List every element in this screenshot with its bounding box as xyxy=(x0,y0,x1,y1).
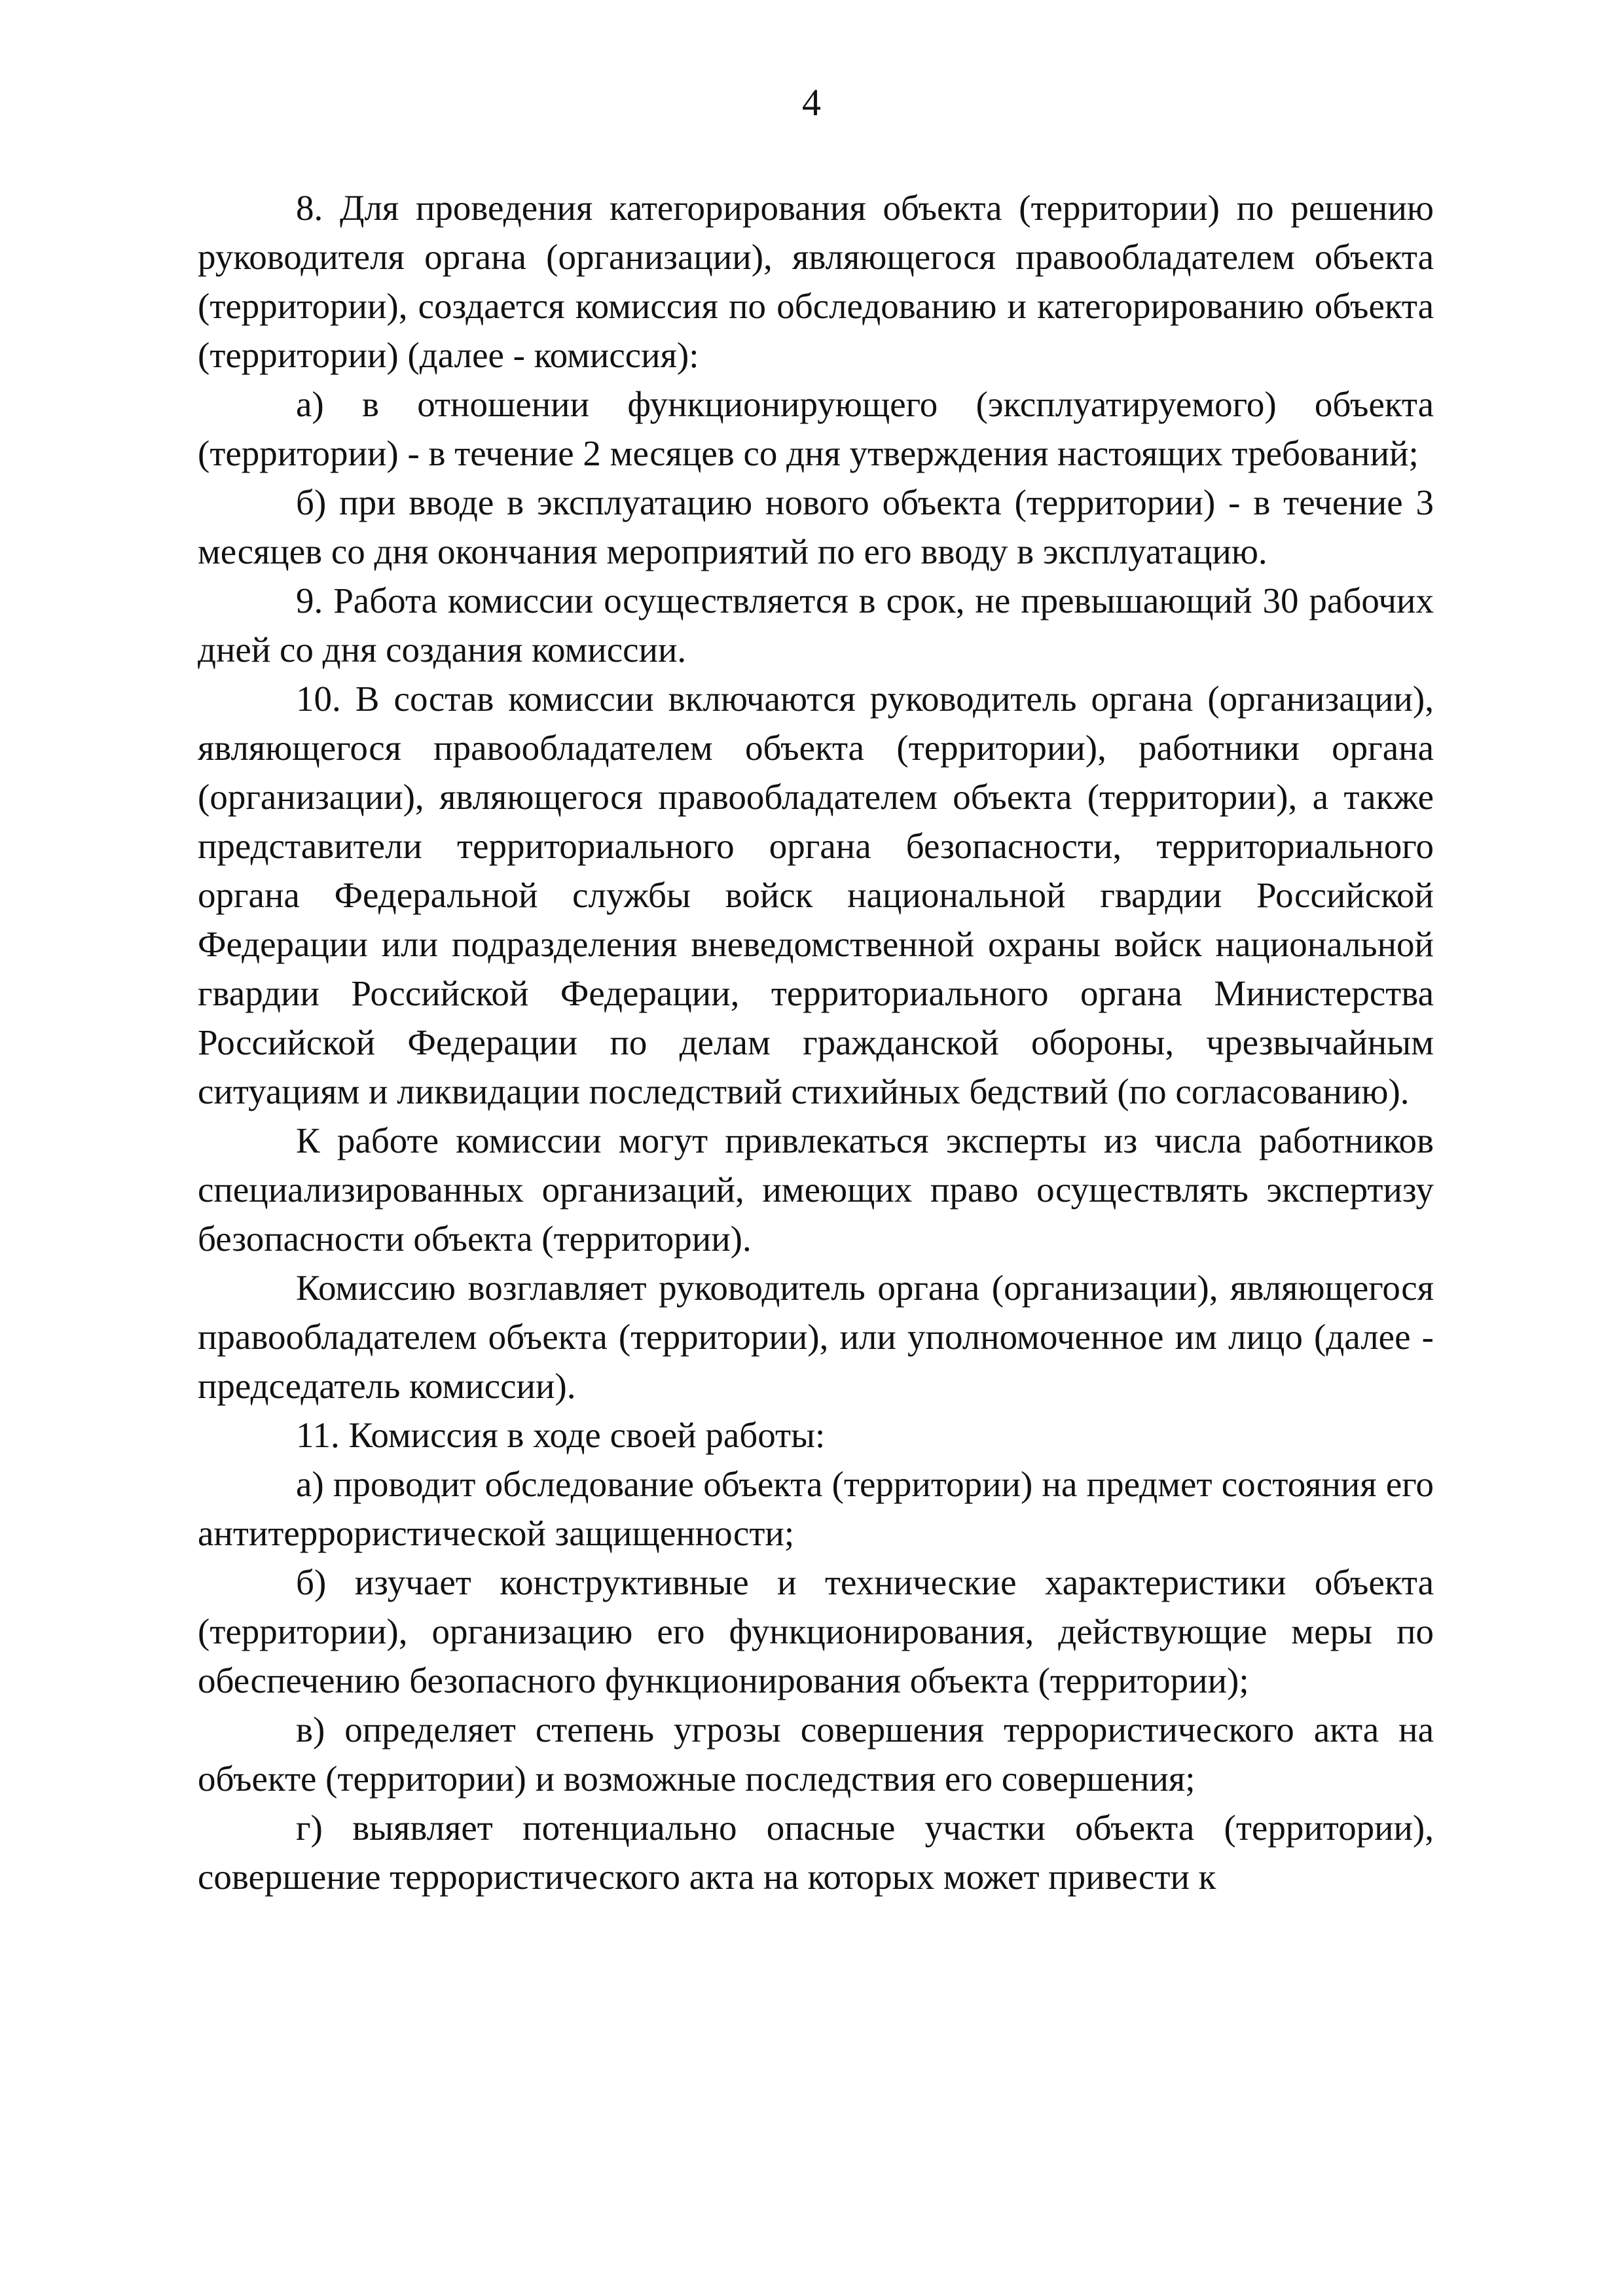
paragraph-11a: а) проводит обследование объекта (территории) на предмет состояния его антитеррористической защищенности; xyxy=(198,1464,1434,1553)
paragraph-experts: К работе комиссии могут привлекаться эксперты из числа работников специализированных организаций, имеющих право осуществлять экспертизу безопасности объекта (территории). xyxy=(198,1121,1434,1259)
paragraph-11: 11. Комиссия в ходе своей работы: xyxy=(296,1415,826,1455)
document-body xyxy=(198,183,1434,1901)
paragraph-chairman: Комиссию возглавляет руководитель органа (организации), являющегося правообладателем объекта (территории), или уполномоченное им лицо (далее - председатель комиссии). xyxy=(198,1268,1434,1406)
paragraph-11v: в) определяет степень угрозы совершения террористического акта на объекте (территории) и возможные последствия его совершения; xyxy=(198,1710,1434,1799)
paragraph-8b: б) при вводе в эксплуатацию нового объекта (территории) - в течение 3 месяцев со дня окончания мероприятий по его вводу в эксплуатацию. xyxy=(198,482,1434,571)
paragraph-11b: б) изучает конструктивные и технические характеристики объекта (территории), организацию его функционирования, действующие меры по обеспечению безопасного функционирования объекта (территории); xyxy=(198,1562,1434,1700)
paragraph-9: 9. Работа комиссии осуществляется в срок, не превышающий 30 рабочих дней со дня создания комиссии. xyxy=(198,581,1434,670)
paragraph-8a: а) в отношении функционирующего (эксплуатируемого) объекта (территории) - в течение 2 месяцев со дня утверждения настоящих требований; xyxy=(198,384,1434,473)
paragraph-8: 8. Для проведения категорирования объекта (территории) по решению руководителя органа (организации), являющегося правообладателем объекта (территории), создается комиссия по обследованию и категорированию объекта (территории) (далее - комиссия): xyxy=(198,188,1434,375)
page-number: 4 xyxy=(802,81,821,124)
paragraph-11g: г) выявляет потенциально опасные участки объекта (территории), совершение террористического акта на которых может привести к xyxy=(198,1808,1434,1897)
paragraph-10: 10. В состав комиссии включаются руководитель органа (организации), являющегося правообладателем объекта (территории), работники органа (организации), являющегося правообладателем объекта (территории), а также представители территориального органа безопасности, территориального органа Федеральной службы войск национальной гвардии Российской Федерации или подразделения вневедомственной охраны войск национальной гвардии Российской Федерации, территориального органа Министерства Российской Федерации по делам гражданской обороны, чрезвычайным ситуациям и ликвидации последствий стихийных бедствий (по согласованию). xyxy=(198,679,1434,1111)
